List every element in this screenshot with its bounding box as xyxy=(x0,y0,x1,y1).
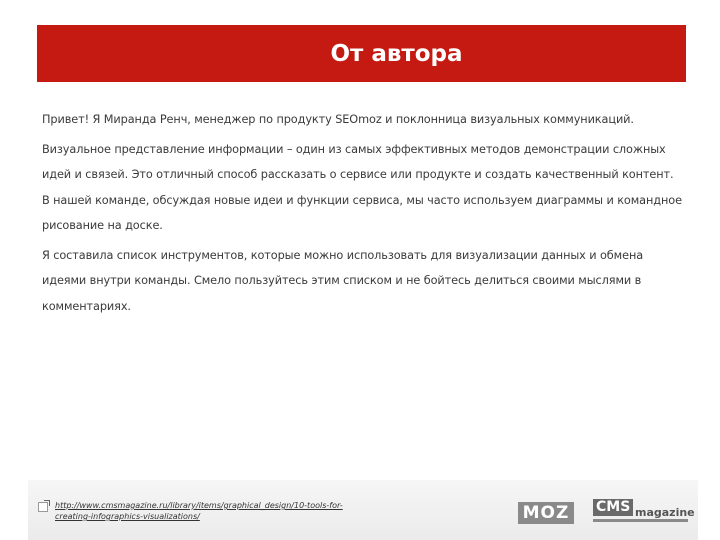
slide-content xyxy=(42,107,682,323)
footer xyxy=(28,480,698,540)
slide-title: От автора xyxy=(330,40,463,67)
title-bar xyxy=(37,25,686,82)
external-link-icon xyxy=(38,502,48,512)
source-link[interactable]: http://www.cmsmagazine.ru/library/items/graphical_design/10-tools-for-creating-infographics-visualizations/ xyxy=(55,501,343,521)
paragraph-intro: Привет! Я Миранда Ренч, менеджер по продукту SEOmoz и поклонница визуальных коммуникаций. xyxy=(42,113,634,126)
paragraph-list: Я составила список инструментов, которые можно использовать для визуализации данных и обмена идеями внутри команды. Смело пользуйтесь этим списком и не бойтесь делиться своими мыслями в комментариях. xyxy=(42,248,644,313)
paragraph-visual: Визуальное представление информации – один из самых эффективных методов демонстрации сложных идей и связей. Это отличный способ рассказать о сервисе или продукте и создать качественный контент. В нашей команде, обсуждая новые идеи и функции сервиса, мы часто используем диаграммы и командное рисование на доске. xyxy=(42,142,682,232)
cms-logo-bar xyxy=(593,519,688,522)
cms-logo-text: CMS xyxy=(593,499,633,516)
moz-logo-text: MOZ xyxy=(522,503,570,523)
magazine-logo-text: magazine xyxy=(635,506,695,519)
cms-magazine-logo xyxy=(591,498,695,528)
moz-logo xyxy=(518,502,574,524)
